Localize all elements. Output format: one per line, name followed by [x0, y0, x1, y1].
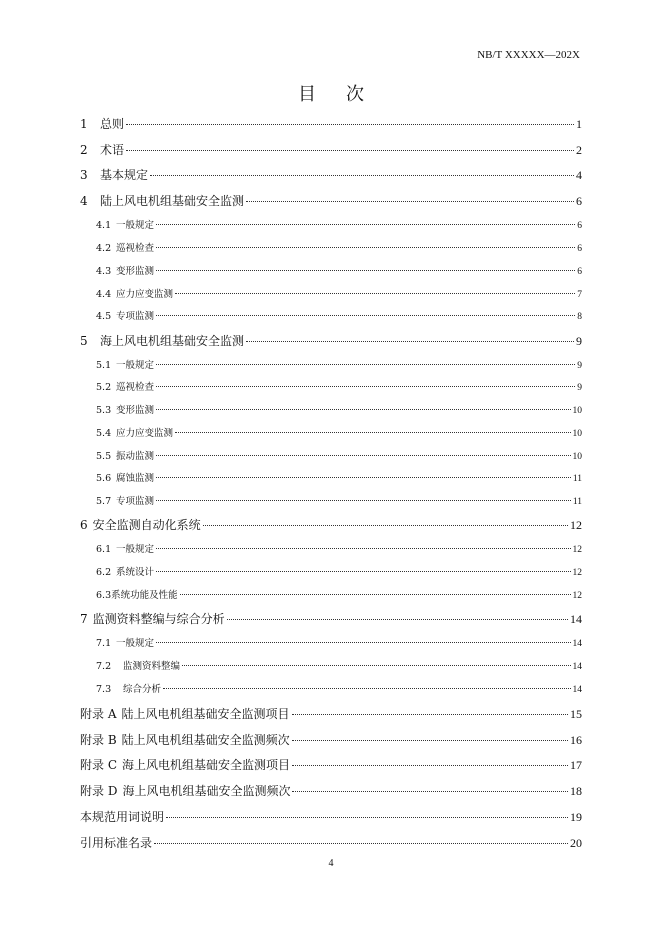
- toc-entry-number: 附录 B: [80, 733, 117, 747]
- toc-entry-page: 6: [577, 244, 582, 254]
- toc-entry-number: 6.1: [96, 544, 112, 555]
- toc-entry: [80, 332, 582, 349]
- toc-entry-page: 12: [572, 591, 582, 601]
- toc-leader-dots: [246, 201, 574, 202]
- toc-entry-title: 术语: [100, 143, 125, 157]
- toc-leader-dots: [156, 409, 570, 410]
- toc-entry-title: 巡视检查: [116, 382, 155, 393]
- toc-entry-title: 振动监测: [116, 451, 155, 462]
- toc-leader-dots: [126, 150, 574, 151]
- toc-entry-page: 16: [570, 733, 582, 747]
- toc-entry-title: 海上风电机组基础安全监测: [100, 334, 245, 348]
- toc-entry-page: 4: [576, 168, 582, 182]
- toc-entry-page: 6: [576, 194, 582, 208]
- toc-leader-dots: [292, 765, 568, 766]
- toc-leader-dots: [156, 364, 575, 365]
- toc-entry: [80, 402, 582, 416]
- toc-entry-number: 4.5: [96, 311, 112, 322]
- toc-entry-page: 18: [570, 784, 582, 798]
- toc-leader-dots: [163, 688, 570, 689]
- toc-entry-page: 14: [572, 685, 582, 695]
- toc-entry-number: 6.2: [96, 567, 112, 578]
- toc-entry-page: 11: [572, 497, 582, 507]
- toc-entry-number: 2: [80, 143, 88, 157]
- toc-entry-title: 一般规定: [116, 544, 155, 555]
- toc-entry: [80, 217, 582, 231]
- toc-entry-page: 14: [572, 662, 582, 672]
- toc-entry-number: 5.2: [96, 382, 112, 393]
- toc-entry-title: 基本规定: [100, 168, 149, 182]
- page-title: 目次: [298, 84, 394, 105]
- toc-entry: [80, 240, 582, 254]
- toc-entry: [80, 448, 582, 462]
- toc-entry-title: 海上风电机组基础安全监测项目: [122, 758, 291, 772]
- toc-entry-number: 1: [80, 117, 88, 131]
- toc-entry-number: 附录 A: [80, 707, 117, 721]
- toc-entry: [80, 635, 582, 649]
- toc-leader-dots: [292, 791, 568, 792]
- toc-entry-title: 监测资料整编: [123, 661, 181, 672]
- toc-entry-number: 5: [80, 334, 88, 348]
- toc-entry: [80, 564, 582, 578]
- toc-entry-page: 7: [577, 290, 582, 300]
- toc-leader-dots: [156, 571, 570, 572]
- toc-entry: [80, 681, 582, 695]
- toc-entry: [80, 115, 582, 132]
- toc-entry: [80, 834, 582, 851]
- toc-entry-title: 变形监测: [116, 266, 155, 277]
- toc-entry-page: 9: [577, 361, 582, 371]
- toc-entry-title: 应力应变监测: [116, 289, 174, 300]
- toc-entry-number: 5.5: [96, 451, 112, 462]
- toc-entry-number: 7.1: [96, 638, 112, 649]
- toc-entry: [80, 357, 582, 371]
- toc-entry: [80, 756, 582, 773]
- toc-entry-page: 14: [572, 639, 582, 649]
- toc-entry-title: 陆上风电机组基础安全监测项目: [121, 707, 290, 721]
- toc-entry-page: 11: [572, 474, 582, 484]
- toc-entry: [80, 658, 582, 672]
- toc-leader-dots: [175, 432, 570, 433]
- toc-entry-page: 6: [577, 267, 582, 277]
- toc-leader-dots: [156, 500, 571, 501]
- toc-entry-page: 10: [572, 452, 582, 462]
- toc-leader-dots: [156, 247, 575, 248]
- toc-leader-dots: [180, 594, 571, 595]
- toc-entry-page: 9: [577, 383, 582, 393]
- toc-leader-dots: [156, 642, 570, 643]
- toc-leader-dots: [292, 714, 569, 715]
- toc-entry: [80, 493, 582, 507]
- toc-leader-dots: [156, 270, 575, 271]
- toc-entry-title: 巡视检查: [116, 243, 155, 254]
- toc-entry: [80, 541, 582, 555]
- toc-entry-number: 3: [80, 168, 88, 182]
- toc-leader-dots: [166, 817, 568, 818]
- toc-entry-number: 4: [80, 194, 88, 208]
- toc-entry-number: 7: [80, 612, 88, 626]
- toc-entry-number: 5.7: [96, 496, 112, 507]
- toc-entry-title: 专项监测: [116, 311, 155, 322]
- toc-leader-dots: [156, 548, 570, 549]
- toc-entry-title: 一般规定: [116, 360, 155, 371]
- toc-entry-title: 监测资料整编与综合分析: [92, 612, 225, 626]
- toc-entry-title: 腐蚀监测: [116, 473, 155, 484]
- toc-entry-number: 4.4: [96, 289, 112, 300]
- toc-entry-title: 海上风电机组基础安全监测频次: [122, 784, 291, 798]
- document-code-header: NB/T XXXXX—202X: [477, 49, 580, 61]
- toc-leader-dots: [156, 477, 571, 478]
- toc-entry-number: 附录 C: [80, 758, 117, 772]
- toc-leader-dots: [292, 740, 568, 741]
- toc-entry-page: 8: [577, 312, 582, 322]
- toc-leader-dots: [156, 455, 570, 456]
- toc-entry-page: 10: [572, 406, 582, 416]
- toc-entry-page: 20: [570, 836, 582, 850]
- toc-entry-page: 12: [572, 545, 582, 555]
- toc-entry: [80, 166, 582, 183]
- toc-entry-number: 7.3: [96, 684, 112, 695]
- toc-entry: [80, 516, 582, 533]
- toc-entry: [80, 587, 582, 601]
- toc-entry: [80, 192, 582, 209]
- toc-entry-title: 引用标准名录: [80, 836, 153, 850]
- toc-entry-page: 17: [570, 758, 582, 772]
- toc-leader-dots: [150, 175, 574, 176]
- toc-entry-page: 2: [576, 143, 582, 157]
- toc-leader-dots: [182, 665, 570, 666]
- toc-entry-page: 19: [570, 810, 582, 824]
- toc-entry: [80, 808, 582, 825]
- toc-leader-dots: [156, 386, 575, 387]
- toc-entry-title: 陆上风电机组基础安全监测: [100, 194, 245, 208]
- toc-entry-number: 5.3: [96, 405, 112, 416]
- toc-entry-title: 一般规定: [116, 638, 155, 649]
- toc-entry-title: 总则: [100, 117, 125, 131]
- toc-leader-dots: [203, 525, 568, 526]
- toc-entry-title: 一般规定: [116, 220, 155, 231]
- toc-leader-dots: [154, 843, 568, 844]
- toc-entry-title: 应力应变监测: [116, 428, 174, 439]
- toc-entry-title: 安全监测自动化系统: [92, 518, 201, 532]
- toc-entry-page: 1: [576, 117, 582, 131]
- toc-leader-dots: [156, 224, 575, 225]
- toc-entry-title: 专项监测: [116, 496, 155, 507]
- toc-entry-title: 陆上风电机组基础安全监测频次: [121, 733, 290, 747]
- toc-entry: [80, 141, 582, 158]
- page-number: 4: [328, 858, 334, 869]
- toc-entry-page: 14: [570, 612, 582, 626]
- toc-entry-title: 综合分析: [123, 684, 162, 695]
- toc-entry: [80, 470, 582, 484]
- toc-entry-number: 4.1: [96, 220, 112, 231]
- toc-entry-title: 变形监测: [116, 405, 155, 416]
- toc-entry: [80, 705, 582, 722]
- toc-entry-number: 6: [80, 518, 88, 532]
- toc-entry: [80, 263, 582, 277]
- toc-entry-page: 9: [576, 334, 582, 348]
- toc-leader-dots: [246, 341, 574, 342]
- toc-entry: [80, 731, 582, 748]
- toc-entry-page: 12: [570, 518, 582, 532]
- toc-entry-number: 4.3: [96, 266, 112, 277]
- toc-entry-page: 6: [577, 221, 582, 231]
- toc-entry-number: 5.4: [96, 428, 112, 439]
- toc-entry-title: 系统设计: [116, 567, 155, 578]
- toc-leader-dots: [126, 124, 574, 125]
- toc-entry: [80, 782, 582, 799]
- toc-entry: [80, 379, 582, 393]
- toc-leader-dots: [175, 293, 575, 294]
- toc-entry-number: 附录 D: [80, 784, 118, 798]
- toc-entry-title: 本规范用词说明: [80, 810, 165, 824]
- toc-leader-dots: [227, 619, 568, 620]
- toc-entry-page: 10: [572, 429, 582, 439]
- toc-entry: [80, 425, 582, 439]
- toc-entry: [80, 610, 582, 627]
- toc-leader-dots: [156, 315, 575, 316]
- toc-entry-number: 4.2: [96, 243, 112, 254]
- toc-entry-page: 12: [572, 568, 582, 578]
- toc-entry-number: 5.6: [96, 473, 112, 484]
- toc-entry: [80, 308, 582, 322]
- toc-entry-title: 系统功能及性能: [111, 590, 178, 601]
- toc-entry: [80, 286, 582, 300]
- toc-entry-number: 6.3: [96, 590, 112, 601]
- toc-entry-number: 7.2: [96, 661, 112, 672]
- toc-entry-number: 5.1: [96, 360, 112, 371]
- toc-entry-page: 15: [570, 707, 582, 721]
